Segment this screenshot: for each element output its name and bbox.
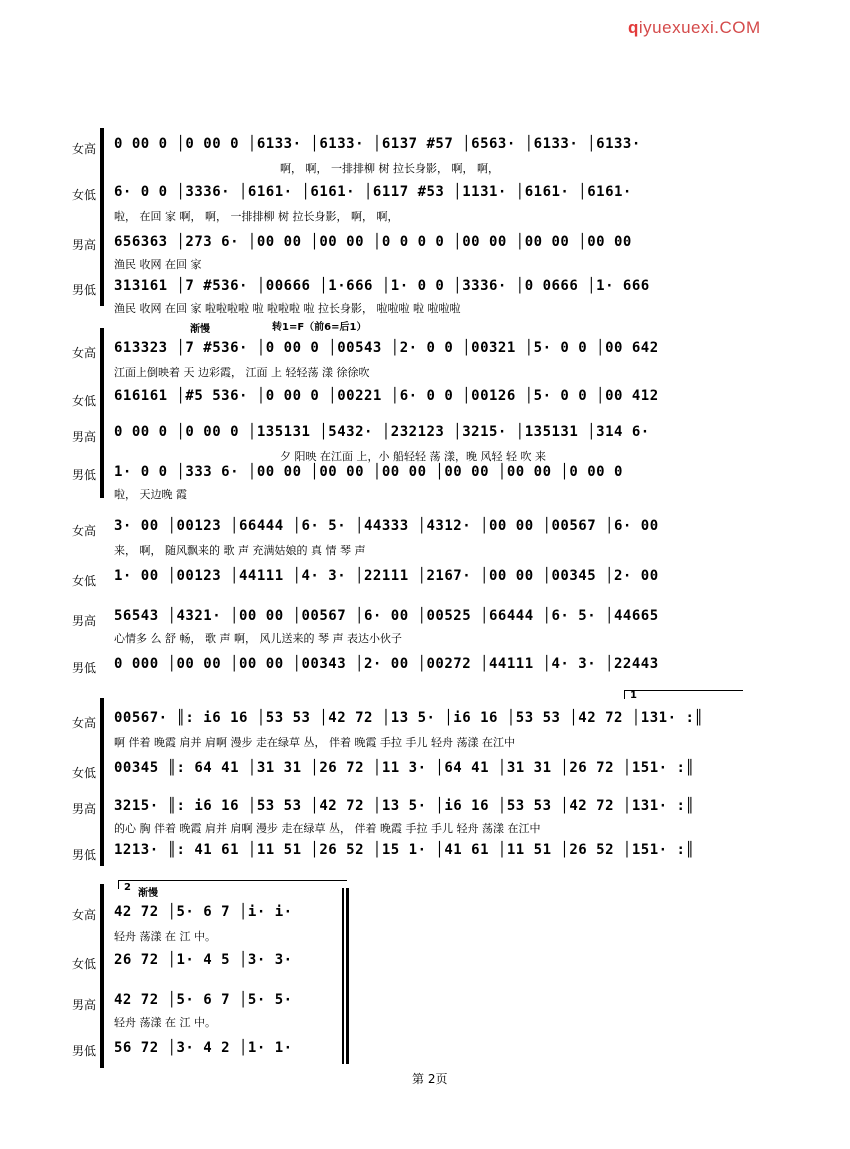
system-brace xyxy=(100,328,104,498)
notes-soprano: 00567· ║: i6 16 │53 53 │42 72 │13 5· │i6 16 │53 53 │42 72 │131· :║ xyxy=(114,710,704,726)
notes-tenor: 56543 │4321· │00 00 │00567 │6· 00 │00525 │66444 │6· 5· │44665 xyxy=(114,608,659,624)
voice-label-tenor: 男高 xyxy=(71,238,96,252)
notes-soprano: 613323 │7 #536· │0 00 0 │00543 │2· 0 0 │00321 │5· 0 0 │00 642 xyxy=(114,340,659,356)
lyrics-soprano: 江面上倒映着 天 边彩霞， 江面 上 轻轻荡 漾 徐徐吹 xyxy=(114,366,370,379)
notes-tenor: 656363 │273 6· │00 00 │00 00 │0 0 0 0 │00 00 │00 00 │00 00 xyxy=(114,234,632,250)
voice-label-alto: 女低 xyxy=(71,957,96,971)
lyrics-bass: 啦， 天边晚 霞 xyxy=(114,488,187,501)
voice-label-tenor: 男高 xyxy=(71,614,96,628)
lyrics-tenor: 的心 胸 伴着 晚霞 肩并 肩啊 漫步 走在绿草 丛， 伴着 晚霞 手拉 手儿 轻舟 荡漾 在江中 xyxy=(114,822,541,835)
notes-soprano: 0 00 0 │0 00 0 │6133· │6133· │6137 #57 │6563· │6133· │6133· xyxy=(114,136,641,152)
voice-label-alto: 女低 xyxy=(71,766,96,780)
voice-label-bass: 男低 xyxy=(71,848,96,862)
voice-label-alto: 女低 xyxy=(71,574,96,588)
notes-tenor: 42 72 │5· 6 7 │5· 5· xyxy=(114,992,293,1008)
final-barline-thick xyxy=(346,888,349,1064)
lyrics-soprano: 啊 伴着 晚霞 肩并 肩啊 漫步 走在绿草 丛， 伴着 晚霞 手拉 手儿 轻舟 荡漾 在江中 xyxy=(114,736,515,749)
notes-alto: 1· 00 │00123 │44111 │4· 3· │22111 │2167· │00 00 │00345 │2· 00 xyxy=(114,568,659,584)
voice-label-tenor: 男高 xyxy=(71,430,96,444)
tempo-mark-rit: 渐慢 xyxy=(138,888,158,899)
lyrics-tenor: 心情多 么 舒 畅， 歌 声 啊， 风儿送来的 琴 声 表达小伙子 xyxy=(114,632,402,645)
system-brace xyxy=(100,128,104,306)
voice-label-bass: 男低 xyxy=(71,468,96,482)
lyrics-soprano: 啊， 啊， 一排排柳 树 拉长身影， 啊， 啊， xyxy=(280,162,499,175)
notes-bass: 0 000 │00 00 │00 00 │00343 │2· 00 │00272 │44111 │4· 3· │22443 xyxy=(114,656,659,672)
notes-bass: 1· 0 0 │333 6· │00 00 │00 00 │00 00 │00 00 │00 00 │0 00 0 xyxy=(114,464,623,480)
key-change-mark: 转1=F（前6=后1） xyxy=(272,322,367,333)
site-watermark: qiyuexuexi.COM xyxy=(628,18,761,37)
lyrics-bass: 渔民 收网 在回 家 啦啦啦啦 啦 啦啦啦 啦 拉长身影， 啦啦啦 啦 啦啦啦 xyxy=(114,302,461,315)
voice-label-soprano: 女高 xyxy=(71,524,96,538)
voice-label-soprano: 女高 xyxy=(71,346,96,360)
notes-soprano: 3· 00 │00123 │66444 │6· 5· │44333 │4312· │00 00 │00567 │6· 00 xyxy=(114,518,659,534)
voice-label-bass: 男低 xyxy=(71,1044,96,1058)
volta-number-1: 1 xyxy=(630,690,637,701)
volta-bracket-1 xyxy=(624,690,743,699)
system-brace xyxy=(100,884,104,1068)
voice-label-tenor: 男高 xyxy=(71,998,96,1012)
notes-bass: 313161 │7 #536· │00666 │1·666 │1· 0 0 │3336· │0 0666 │1· 666 xyxy=(114,278,650,294)
voice-label-bass: 男低 xyxy=(71,283,96,297)
lyrics-tenor: 夕 阳映 在江面 上，小 船轻轻 荡 漾，晚 风轻 轻 吹 来 xyxy=(280,450,546,463)
notes-alto: 26 72 │1· 4 5 │3· 3· xyxy=(114,952,293,968)
notes-alto: 616161 │#5 536· │0 00 0 │00221 │6· 0 0 │00126 │5· 0 0 │00 412 xyxy=(114,388,659,404)
voice-label-soprano: 女高 xyxy=(71,142,96,156)
voice-label-tenor: 男高 xyxy=(71,802,96,816)
tempo-mark-rit: 渐慢 xyxy=(190,324,210,335)
notes-bass: 56 72 │3· 4 2 │1· 1· xyxy=(114,1040,293,1056)
notes-bass: 1213· ║: 41 61 │11 51 │26 52 │15 1· │41 61 │11 51 │26 52 │151· :║ xyxy=(114,842,695,858)
volta-number-2: 2 xyxy=(124,882,131,893)
voice-label-alto: 女低 xyxy=(71,394,96,408)
voice-label-alto: 女低 xyxy=(71,188,96,202)
system-brace xyxy=(100,698,104,866)
lyrics-soprano: 来， 啊， 随风飘来的 歌 声 充满姑娘的 真 情 琴 声 xyxy=(114,544,366,557)
lyrics-tenor: 渔民 收网 在回 家 xyxy=(114,258,202,271)
lyrics-alto: 啦， 在回 家 啊， 啊， 一排排柳 树 拉长身影， 啊， 啊， xyxy=(114,210,399,223)
notes-tenor: 3215· ║: i6 16 │53 53 │42 72 │13 5· │i6 16 │53 53 │42 72 │131· :║ xyxy=(114,798,695,814)
notes-alto: 6· 0 0 │3336· │6161· │6161· │6117 #53 │1131· │6161· │6161· xyxy=(114,184,632,200)
voice-label-bass: 男低 xyxy=(71,661,96,675)
lyrics-soprano: 轻舟 荡漾 在 江 中。 xyxy=(114,930,216,943)
page-number: 第 2页 xyxy=(412,1072,448,1086)
notes-alto: 00345 ║: 64 41 │31 31 │26 72 │11 3· │64 41 │31 31 │26 72 │151· :║ xyxy=(114,760,695,776)
final-barline xyxy=(342,888,344,1064)
notes-soprano: 42 72 │5· 6 7 │i· i· xyxy=(114,904,293,920)
lyrics-tenor: 轻舟 荡漾 在 江 中。 xyxy=(114,1016,216,1029)
notes-tenor: 0 00 0 │0 00 0 │135131 │5432· │232123 │3215· │135131 │314 6· xyxy=(114,424,650,440)
voice-label-soprano: 女高 xyxy=(71,908,96,922)
voice-label-soprano: 女高 xyxy=(71,716,96,730)
